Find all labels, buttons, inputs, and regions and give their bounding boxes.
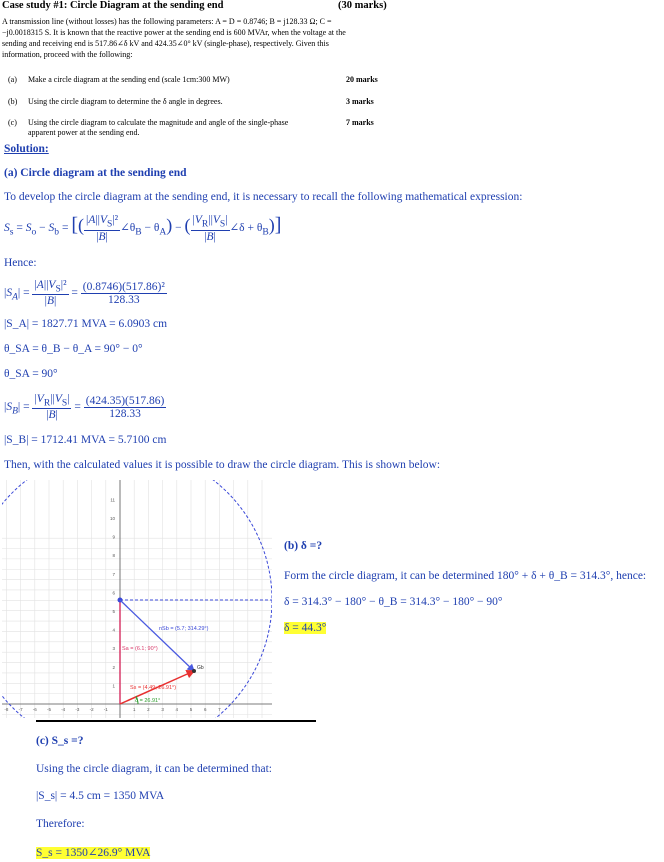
circle-diagram	[2, 480, 272, 718]
separator-line	[36, 720, 316, 722]
y-tick-label: 3	[112, 646, 115, 652]
x-tick-label: -2	[89, 707, 94, 712]
sa-numerator: (0.8746)(517.86)²	[82, 280, 165, 293]
item-a-label: (a)	[8, 75, 17, 84]
sa-formula: $|S_A|$ = $\frac{|A||V_S|^2}{|B|}$ = $\frac{\text{(0.8746)(517.86)²}}{128.33}$	[4, 279, 165, 308]
solution-heading: Solution:	[4, 143, 49, 155]
power-circle	[2, 480, 272, 718]
therefore-text: Therefore:	[36, 818, 85, 830]
problem-line-1: A transmission line (without losses) has the following parameters: A = D = 0.8746; B = j128.33 Ω; C =	[2, 17, 332, 26]
x-tick-label: -4	[61, 707, 66, 712]
x-tick-labels	[4, 707, 221, 712]
y-tick-label: 9	[112, 534, 115, 540]
x-tick-label: 1	[132, 707, 136, 712]
x-tick-label: 7	[218, 707, 221, 712]
case-title: Case study #1: Circle Diagram at the sending end	[2, 0, 224, 11]
sb-label: nSb = (5.7; 314.29°)	[159, 626, 209, 632]
x-tick-label: -5	[46, 707, 52, 712]
x-tick-label: -3	[75, 707, 80, 712]
item-c-text: Using the circle diagram to calculate the magnitude and angle of the single-phase	[28, 118, 289, 127]
item-c-label: (c)	[8, 118, 17, 127]
part-c-result-highlight: S_s = 1350∠26.9° MVA	[36, 847, 151, 859]
y-tick-label: 2	[112, 664, 115, 670]
operating-point	[192, 669, 196, 673]
part-b-text: Form the circle diagram, it can be determined 180° + δ + θ_B = 314.3°, hence:	[284, 570, 647, 582]
problem-statement	[2, 16, 662, 60]
item-b-text: Using the circle diagram to determine the δ angle in degrees.	[28, 97, 223, 106]
part-a-heading: (a) Circle diagram at the sending end	[4, 167, 187, 179]
item-b-marks: 3 marks	[346, 97, 374, 106]
y-tick-labels	[110, 497, 116, 688]
problem-line-2: −j0.0018315 S. It is known that the reactive power at the sending end is 600 MVAr, when the voltage at the	[2, 28, 346, 37]
hence-text: Hence:	[4, 257, 37, 269]
item-c-marks: 7 marks	[346, 118, 374, 127]
sb-result: |S_B| = 1712.41 MVA = 5.7100 cm	[4, 434, 167, 446]
x-tick-label: 4	[175, 707, 179, 712]
sa-denominator: 128.33	[107, 293, 140, 306]
x-tick-label: 6	[203, 707, 207, 712]
ss-formula: $S_s = S_o - S_b$ = [( $\frac{|A||V_S|^2}{|B|}$ $\angle\theta_B - \theta_A$) − ( $\frac{|V_R||V_S|}{|B|}$ ∠δ + $\theta_B$)]	[4, 214, 282, 243]
part-b-result	[284, 622, 326, 634]
intro-text: To develop the circle diagram at the sending end, it is necessary to recall the following mathematical expression:	[4, 191, 523, 203]
then-text: Then, with the calculated values it is possible to draw the circle diagram. This is shown below:	[4, 459, 441, 471]
point-label: Gb	[197, 665, 204, 671]
item-a-marks: 20 marks	[346, 75, 378, 84]
x-tick-label: 3	[161, 707, 164, 712]
y-tick-label: 10	[109, 515, 115, 521]
problem-line-4: information, proceed with the following:	[2, 50, 133, 59]
item-b-label: (b)	[8, 97, 18, 106]
sa-label: Sa = (6.1; 90°)	[122, 646, 158, 652]
item-a-text: Make a circle diagram at the sending end (scale 1cm:300 MW)	[28, 75, 230, 84]
sa-result: |S_A| = 1827.71 MVA = 6.0903 cm	[4, 318, 168, 330]
x-tick-label: -8	[4, 707, 9, 712]
x-tick-label: 5	[189, 707, 193, 712]
y-tick-label: 1	[112, 683, 115, 689]
y-tick-label: 5	[112, 608, 115, 614]
theta-sa-result: θ_SA = 90°	[4, 368, 58, 380]
y-tick-label: 7	[112, 571, 115, 577]
ss-label: Ss = (4.49; 26.91°)	[130, 685, 177, 691]
x-tick-label: -6	[32, 707, 37, 712]
part-c-text: Using the circle diagram, it can be determined that:	[36, 763, 272, 775]
x-tick-label: -1	[103, 707, 108, 712]
y-tick-label: 8	[112, 553, 115, 559]
part-c-equation: |S_s| = 4.5 cm = 1350 MVA	[36, 790, 165, 802]
problem-line-3: sending and receiving end is 517.86∠δ kV and 424.35∠0° kV (single-phase), respectively. Given this	[2, 39, 329, 48]
x-tick-label: 2	[147, 707, 150, 712]
y-tick-label: 11	[110, 497, 115, 503]
x-tick-label: -7	[18, 707, 23, 712]
sb-formula: $|S_B|$ = $\frac{|V_R||V_S|}{|B|}$ = $\frac{(424.35)(517.86)}{128.33}$	[4, 393, 165, 422]
part-c-heading: (c) S_s =?	[36, 735, 84, 747]
part-b-equation: δ = 314.3° − 180° − θ_B = 314.3° − 180° − 90°	[284, 596, 503, 608]
part-b-result-highlight: δ = 44.3°	[284, 622, 327, 634]
sb-denominator: 128.33	[109, 407, 141, 420]
part-c-result	[36, 845, 150, 859]
diagram-grid	[2, 480, 272, 718]
angle-label: δ = 26.91°	[135, 698, 161, 704]
item-c-text-2: apparent power at the sending end.	[28, 128, 140, 137]
y-tick-label: 4	[112, 627, 115, 633]
sb-numerator: (424.35)(517.86)	[85, 394, 165, 407]
case-marks: (30 marks)	[338, 0, 387, 11]
part-b-heading: (b) δ =?	[284, 540, 323, 552]
theta-sa-eq: θ_SA = θ_B − θ_A = 90° − 0°	[4, 343, 143, 355]
y-tick-label: 6	[112, 590, 115, 596]
